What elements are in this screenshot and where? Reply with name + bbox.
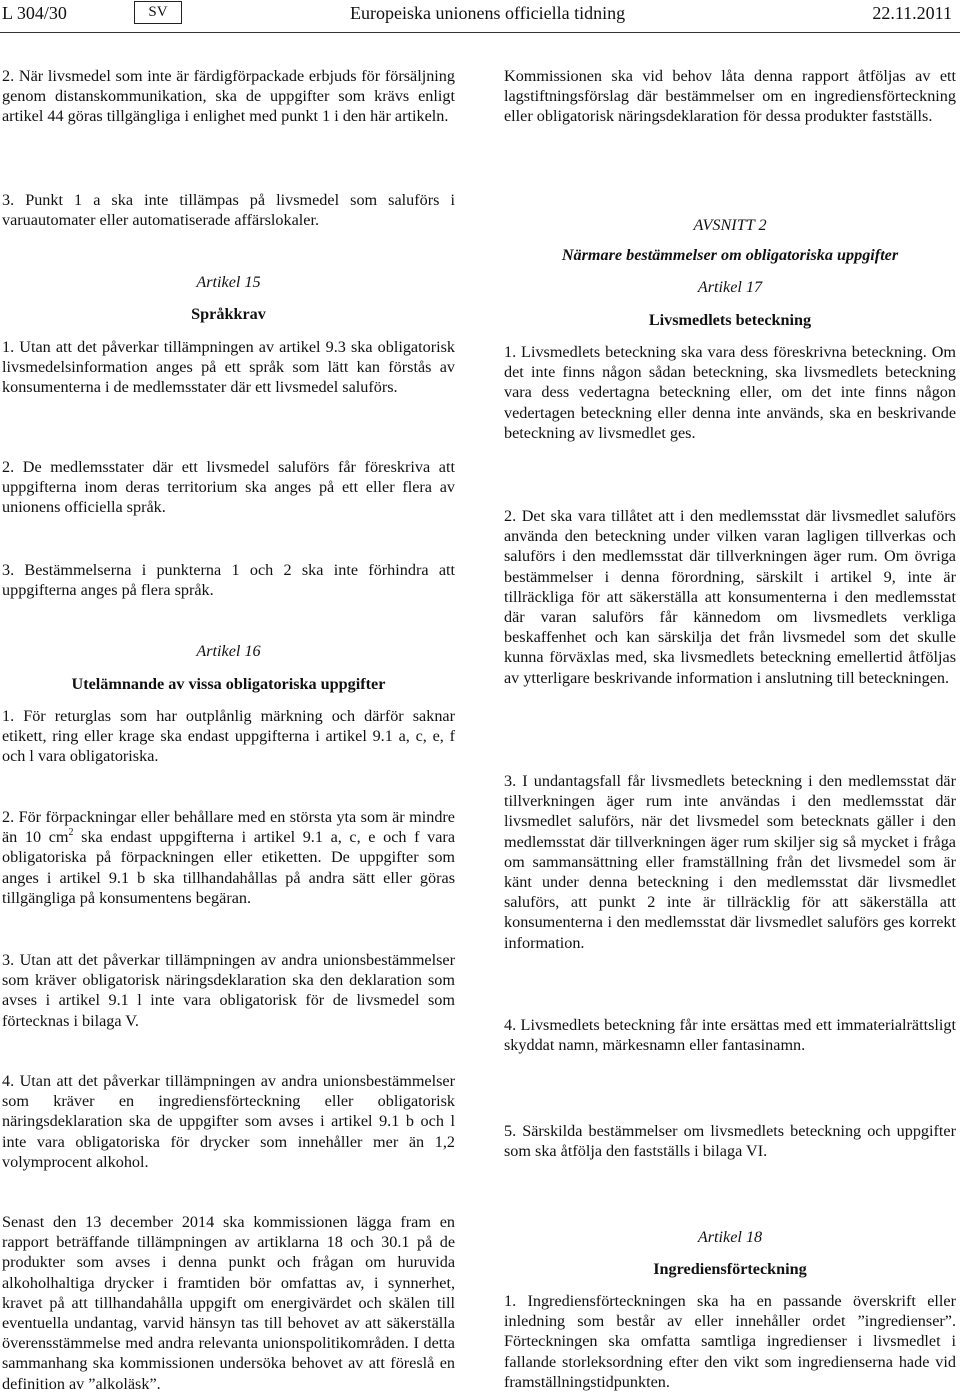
article-17-paragraph-1: 1. Livsmedlets beteckning ska vara dess föreskrivna beteckning. Om det inte finns någon sådan beteckning, ska livsmedlets beteckning vara dess vedertagna beteckning eller, om det inte finns någon vedertagen beteckning eller denna inte används, ska en beskrivande beteckning av livsmedlet ges. <box>504 343 956 442</box>
article-16-label: Artikel 16 <box>196 642 261 660</box>
article-16-paragraph-2: 2. För förpackningar eller behållare med en största yta som är mindre än 10 $cm^2$ ska endast uppgifterna i artikel 9.1 a, c, e och f vara obligatoriska på förpackningen eller etiketten. De uppgifter som anges i artikel 9.1 b ska tillhandahållas på andra sätt eller göras tillgängliga på konsumentens begäran. <box>2 808 455 907</box>
article-17-title: Livsmedlets beteckning <box>648 311 812 329</box>
article-18-paragraph-1: 1. Ingrediensförteckningen ska ha en passande överskrift eller inledning som består av eller innehåller ordet ”ingredienser”. Förteckningen ska omfatta samtliga ingredienser i livsmedlet i fallande storleksordning efter den vikt som ingredienserna hade vid framställningstidpunkten. <box>504 1292 956 1391</box>
article-17-label: Artikel 17 <box>697 278 763 296</box>
article-16-paragraph-3: 3. Utan att det påverkar tillämpningen av andra unionsbestämmelser som kräver obligatorisk näringsdeklaration ska den deklaration som avses i artikel 9.1 l inte vara obligatorisk för de livsmedel som förtecknas i bilaga V. <box>2 951 455 1030</box>
article-15-paragraph-3: 3. Bestämmelserna i punkterna 1 och 2 ska inte förhindra att uppgifterna anges på flera språk. <box>2 561 455 600</box>
article-18-label: Artikel 18 <box>697 1228 763 1246</box>
article-15-paragraph-2: 2. De medlemsstater där ett livsmedel saluförs får föreskriva att uppgifterna inom deras territorium ska anges på ett eller flera av unionens officiella språk. <box>2 458 455 517</box>
article-15-label: Artikel 15 <box>196 273 261 291</box>
journal-title: Europeiska unionens officiella tidning <box>350 3 626 23</box>
page-reference: L 304/30 <box>2 3 67 23</box>
article-15-paragraph-1: 1. Utan att det påverkar tillämpningen av artikel 9.3 ska obligatorisk livsmedelsinformation anges på ett språk som lätt kan förstås av konsumenterna i de medlemsstater där ett livsmedel saluförs. <box>2 338 455 397</box>
section-2-title: Närmare bestämmelser om obligatoriska uppgifter <box>561 246 899 264</box>
superscript-two: 2 <box>68 826 74 838</box>
header-rule <box>0 32 960 33</box>
language-badge: SV <box>134 1 182 24</box>
article-17-paragraph-2: 2. Det ska vara tillåtet att i den medlemsstat där livsmedlet saluförs använda den beteckning under vilken varan lagligen tillverkas och saluförs i den medlemsstat där tillverkningen äger rum. Om övriga bestämmelser i denna förordning, särskilt i artikel 9, inte är tillräckliga för att säkerställa att konsumenterna i den medlemsstat där varan saluförs får kännedom om livsmedlets verkliga beskaffenhet och kan särskilja det från livsmedel som det skulle kunna förväxlas med, ska livsmedlets beteckning emellertid åtföljas av ytterligare beskrivande information i anslutning till beteckningen. <box>504 507 956 687</box>
paragraph-2-distance-selling: 2. När livsmedel som inte är färdigförpackade erbjuds för försäljning genom distanskommunikation, ska de uppgifter som krävs enligt artikel 44 göras tillgängliga i enlighet med punkt 1 i den här artikeln. <box>2 67 455 126</box>
article-17-paragraph-3: 3. I undantagsfall får livsmedlets beteckning i den medlemsstat där tillverkningen äger rum inte användas i den medlemsstat där livsmedlet saluförs, när det livsmedel som betecknats gäller i den medlemsstat där tillverkningen äger rum skiljer sig så mycket i fråga om sammansättning eller framställning från det livsmedel som är känt under denna beteckning i den medlemsstat där livsmedlet saluförs, att punkt 2 inte är tillräcklig för att säkerställa att konsumenterna i den medlemsstat där livsmedlet saluförs ges korrekt information. <box>504 772 956 952</box>
section-2-label: AVSNITT 2 <box>693 216 767 234</box>
article-16-paragraph-4: 4. Utan att det påverkar tillämpningen av andra unionsbestämmelser som kräver en ingrediensförteckning eller obligatorisk näringsdeklaration ska de uppgifter som avses i artikel 9.1 b och l inte vara obligatoriska för drycker som innehåller mer än 1,2 volymprocent alkohol. <box>2 1072 455 1171</box>
page-header <box>0 0 960 34</box>
article-16-paragraph-5: Senast den 13 december 2014 ska kommissionen lägga fram en rapport beträffande tillämpningen av artiklarna 18 och 30.1 på de produkter som avses i denna punkt och frågan om huruvida alkoholhaltiga drycker i framtiden bör omfattas av, i synnerhet, kravet på att tillhandahålla uppgift om energivärdet och skälen till eventuella undantag, varvid hänsyn tas till behovet av att säkerställa överensstämmelse med andra relevanta unionspolitikområden. I detta sammanhang ska kommissionen undersöka behovet av att föreslå en definition av ”alkoläsk”. <box>2 1213 455 1393</box>
article-17-paragraph-4: 4. Livsmedlets beteckning får inte ersättas med ett immaterialrättsligt skyddat namn, märkesnamn eller fantasinamn. <box>504 1016 956 1055</box>
article-18-title: Ingrediensförteckning <box>653 1260 807 1278</box>
article-16-paragraph-1: 1. För returglas som har outplånlig märkning och därför saknar etikett, ring eller krage ska endast uppgifterna i artikel 9.1 a, c, e, f och l vara obligatoriska. <box>2 707 455 766</box>
publication-date: 22.11.2011 <box>872 3 952 23</box>
paragraph-3-vending: 3. Punkt 1 a ska inte tillämpas på livsmedel som saluförs i varuautomater eller automatiserade affärslokaler. <box>2 191 455 230</box>
article-16-title: Utelämnande av vissa obligatoriska uppgifter <box>71 675 386 693</box>
article-15-title: Språkkrav <box>191 305 266 323</box>
article-17-paragraph-5: 5. Särskilda bestämmelser om livsmedlets beteckning och uppgifter som ska åtfölja den fastställs i bilaga VI. <box>504 1122 956 1161</box>
report-continuation: Kommissionen ska vid behov låta denna rapport åtföljas av ett lagstiftningsförslag där bestämmelser om en ingrediensförteckning eller obligatorisk näringsdeklaration för dessa produkter fastställs. <box>504 67 956 126</box>
